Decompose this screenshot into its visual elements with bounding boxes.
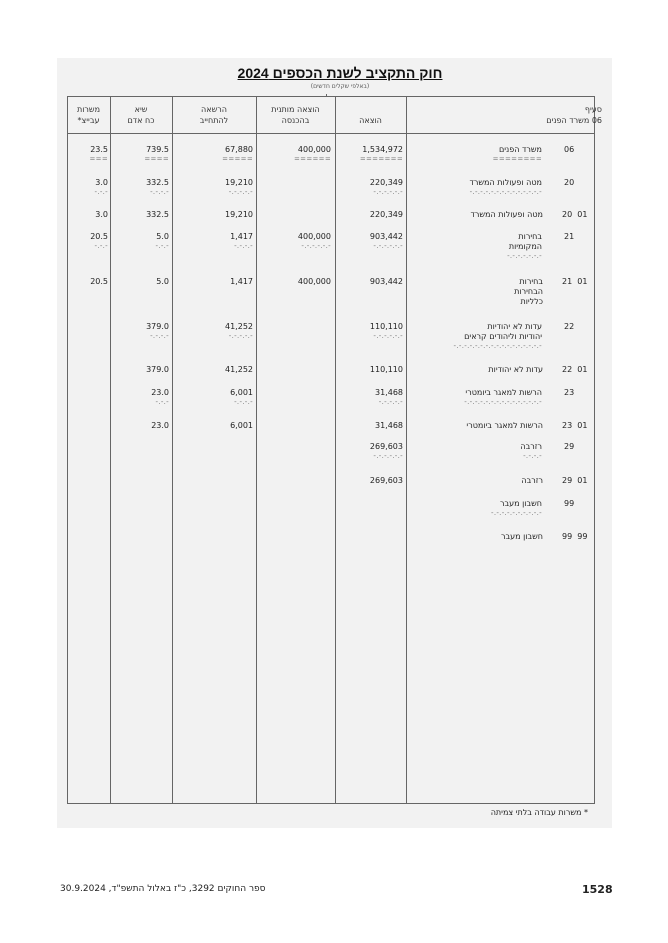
cell-commit [175,232,253,250]
cell-peak [113,145,169,163]
document-title: חוק התקציב לשנת הכספים 2024 [237,65,443,81]
cell-value: 269,603 [369,442,403,451]
cell-code: 22 [564,322,575,331]
header-conditional-expense: הוצאה מותנית בהכנסה [271,105,320,125]
cell-peak [113,232,169,250]
cell-name [392,322,542,350]
cell-underline: -.-.-.-.-.- [301,242,331,250]
header-positions: משרות עבייצ* [76,105,101,125]
cell-value: 379.0 [146,365,169,374]
cell-value: 400,000 [297,277,331,286]
cell-value: 739.5 [146,145,169,154]
cell-commit [175,145,253,163]
item-name: חשבון מעבר [499,499,542,508]
cell-name [378,532,543,542]
cell-underline: -.-.-.- [150,332,169,340]
cell-value: 23.5 [90,145,108,154]
item-name: עדות לא יהודיות [488,365,543,374]
document-subtitle: (באלפי שקלים חדשים) [310,83,370,90]
cell-code: 29 [564,442,575,451]
cell-value: 903,442 [369,277,403,286]
footer-source: ספר החוקים 3292, כ"ז באלול התשפ"ד, 30.9.2024 [60,884,266,894]
cell-pos [70,178,108,196]
cell-code: 20 [564,178,575,187]
cell-value: 110,110 [369,365,403,374]
cell-code: 20 01 [562,210,588,219]
cell-pos [70,232,108,250]
item-name: הרשות למאגר ביומטרי [465,388,542,397]
item-name: חשבון מעבר [500,532,543,541]
cell-code: 23 [564,388,575,397]
cell-value: 220,349 [369,178,403,187]
name-underline: -.-.-.-.-.-.-.-.-.- [491,509,542,517]
cell-name [378,365,543,375]
cell-pos [70,210,108,220]
cell-value: 1,534,972 [362,145,403,154]
cell-value: 1,417 [230,277,253,286]
item-name: הבחירות [514,287,543,296]
cell-underline: === [89,155,108,163]
name-underline: -.-.-.-.-.-.-.-.-.-.-.-.-.-.- [464,398,542,406]
header-peak: שיא כח אדם [127,105,155,125]
cell-underline: -.-.- [94,242,108,250]
item-name: יהודיות וליהודים קראים [464,332,542,341]
cell-peak [113,210,169,220]
cell-value: 41,252 [225,365,253,374]
cell-value: 110,110 [369,322,403,331]
cell-commit [175,322,253,340]
cell-value: 6,001 [230,421,253,430]
cell-underline: -.-.-.-.-.- [373,188,403,196]
cell-peak [113,277,169,287]
cell-underline: ====== [294,155,331,163]
item-name: הרשות למאגר ביומטרי [466,421,543,430]
cell-value: 67,880 [225,145,253,154]
cell-code: 21 01 [562,277,588,286]
cell-value: 20.5 [90,232,108,241]
cell-value: 1,417 [230,232,253,241]
header-expense: הוצאה [359,116,382,125]
cell-name [378,476,543,486]
cell-name [378,210,543,220]
cell-underline: -.-.-.- [234,242,253,250]
cell-name [392,499,542,517]
cell-peak [113,322,169,340]
item-name: בחירות [518,232,542,241]
cell-value: 400,000 [297,145,331,154]
item-name: מטה ופעולות המשרד [470,210,543,219]
cell-underline: ==== [144,155,169,163]
cell-value: 3.0 [95,210,108,219]
cell-underline: -.-.-.-.-.- [373,242,403,250]
cell-value: 6,001 [230,388,253,397]
cell-code: 06 [564,145,575,154]
cell-underline: -.-.-.-.- [378,398,403,406]
header-commitment: הרשאה להתחייב [199,105,229,125]
cell-value: 400,000 [297,232,331,241]
cell-underline: -.-.- [155,242,169,250]
name-underline: -.-.-.-.-.-.- [507,252,542,260]
item-name: רזרבה [521,476,543,485]
cell-pos [70,277,108,287]
cell-code: 22 01 [562,365,588,374]
cell-value: 31,468 [375,421,403,430]
column-divider [172,96,173,804]
cell-code: 29 01 [562,476,588,485]
item-name: משרד הפנים [498,145,542,154]
cell-name [392,442,542,460]
cell-underline: -.-.-.-.- [228,188,253,196]
cell-name [392,145,542,163]
cell-peak [113,388,169,406]
cell-code: 23 01 [562,421,588,430]
cell-value: 19,210 [225,210,253,219]
cell-commit [175,388,253,406]
cell-code: 21 [564,232,575,241]
cell-value: 5.0 [156,232,169,241]
item-name: רזרבה [520,442,542,451]
cell-name [392,178,542,196]
cell-value: 903,442 [369,232,403,241]
item-name: המקומיות [508,242,542,251]
cell-commit [175,277,253,287]
cell-underline: -.-.-.- [150,188,169,196]
cell-name [392,388,542,406]
cell-commit [175,178,253,196]
name-underline: -.-.-.-.-.-.-.-.-.-.-.-.-.-.-.-.- [453,342,542,350]
cell-value: 220,349 [369,210,403,219]
cell-value: 41,252 [225,322,253,331]
cell-value: 269,603 [369,476,403,485]
cell-underline: ===== [222,155,253,163]
item-name: עדות לא יהודיות [487,322,542,331]
name-underline: ======== [492,155,542,163]
cell-commit [175,365,253,375]
column-divider [110,96,111,804]
cell-value: 23.0 [151,388,169,397]
column-divider [256,96,257,804]
name-underline: -.-.-.- [523,452,542,460]
cell-value: 31,468 [375,388,403,397]
cell-commit [175,421,253,431]
name-underline: -.-.-.-.-.-.-.-.-.-.-.-.-.- [469,188,542,196]
cell-name [392,232,542,260]
cell-value: 20.5 [90,277,108,286]
item-name: כלליות [520,297,543,306]
cell-commit [175,210,253,220]
cell-code: 99 99 [562,532,588,541]
cell-cond [258,145,331,163]
cell-peak [113,421,169,431]
page-number: 1528 [582,883,613,896]
cell-cond [258,232,331,250]
cell-value: 3.0 [95,178,108,187]
cell-value: 5.0 [156,277,169,286]
item-name: בחירות [519,277,543,286]
header-section: סעיף 06 משרד הפנים [546,105,602,125]
cell-cond [258,277,331,287]
cell-value: 332.5 [146,178,169,187]
cell-underline: -.-.-.-.-.- [373,452,403,460]
cell-peak [113,365,169,375]
cell-underline: -.-.-.- [234,398,253,406]
cell-value: 23.0 [151,421,169,430]
cell-underline: -.-.- [94,188,108,196]
cell-code: 99 [564,499,575,508]
cell-underline: -.-.-.-.-.- [373,332,403,340]
item-name: מטה ופעולות המשרד [469,178,542,187]
column-divider [335,96,336,804]
header-divider [67,133,595,134]
cell-value: 332.5 [146,210,169,219]
cell-pos [70,145,108,163]
cell-underline: -.-.- [155,398,169,406]
cell-peak [113,178,169,196]
cell-name [378,421,543,431]
cell-underline: ======= [359,155,403,163]
footnote: * משרות עבודה בלתי צמיתה [490,808,588,817]
cell-value: 19,210 [225,178,253,187]
cell-name [378,277,543,307]
cell-underline: -.-.-.-.- [228,332,253,340]
cell-value: 379.0 [146,322,169,331]
